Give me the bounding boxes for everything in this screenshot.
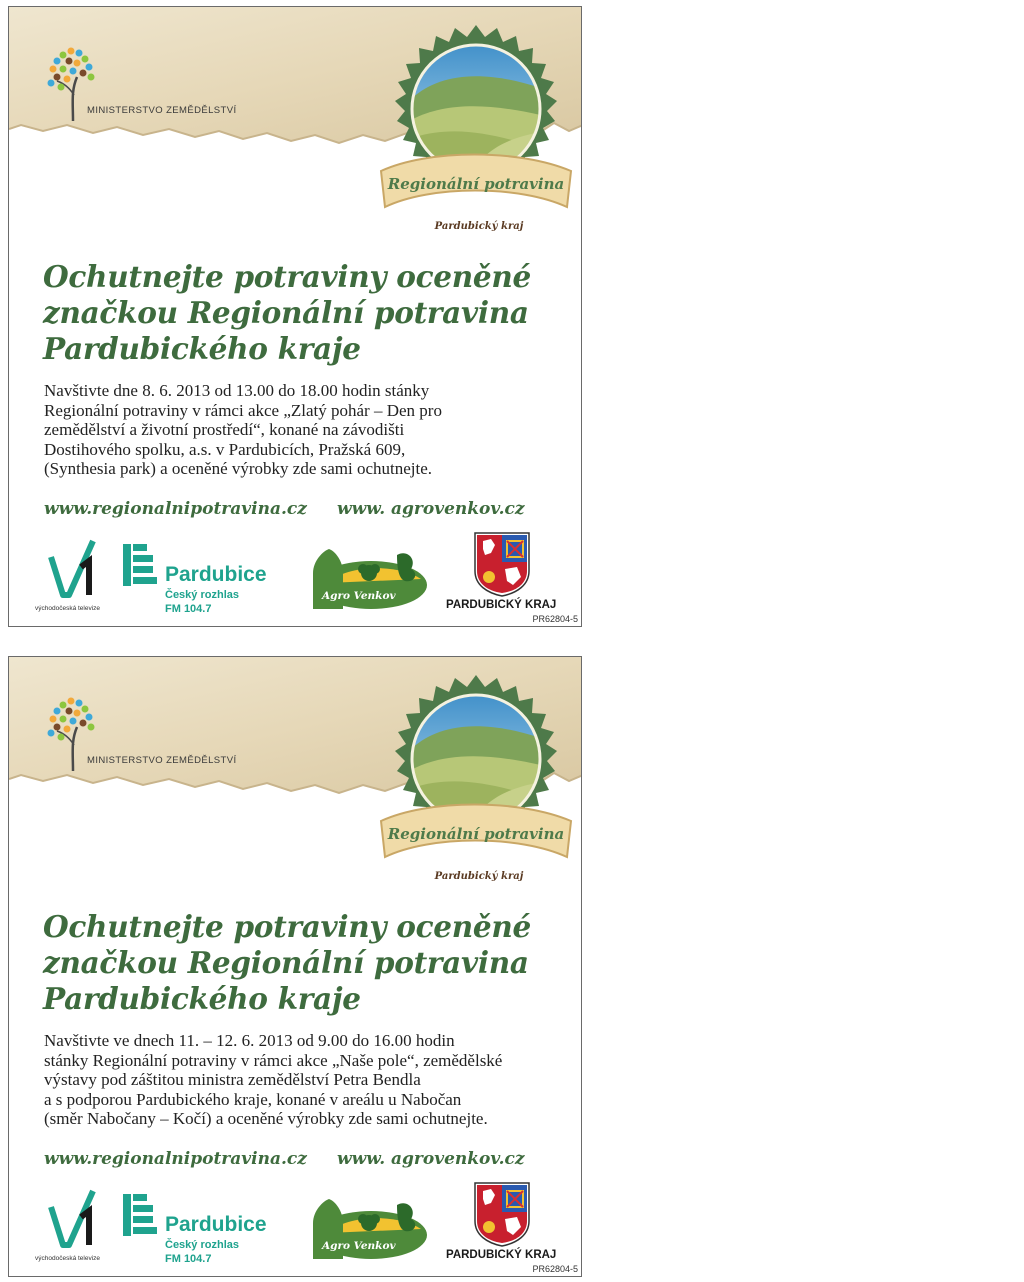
event-description <box>44 381 574 479</box>
radio-frequency: FM 104.7 <box>165 1253 212 1265</box>
radio-city: Pardubice <box>165 563 267 586</box>
body-line: Dostihového spolku, a.s. v Pardubicích, Pražská 609, <box>44 439 406 459</box>
regional-food-link[interactable]: www.regionalnipotravina.cz <box>44 1149 307 1169</box>
headline-line: značkou Regionální potravina <box>43 945 529 980</box>
advertisement-1 <box>8 6 582 627</box>
ministry-name: MINISTERSTVO ZEMĚDĚLSTVÍ <box>87 105 237 116</box>
agrovenkov-link[interactable]: www. agrovenkov.cz <box>337 1149 525 1169</box>
headline <box>43 259 573 367</box>
radio-name: Český rozhlas <box>165 1239 239 1251</box>
body-line: zemědělství a životní prostředí“, konané na závodišti <box>44 420 405 439</box>
body-line: Navštivte dne 8. 6. 2013 od 13.00 do 18.00 hodin stánky <box>44 381 430 400</box>
headline-line: značkou Regionální potravina <box>43 295 529 330</box>
v1-tv-logo-icon <box>45 1187 107 1249</box>
badge-title: Regionální potravina <box>387 825 565 843</box>
radio-name: Český rozhlas <box>165 589 239 601</box>
v1-caption: východočeská televize <box>35 1255 101 1262</box>
headline-line: Pardubického kraje <box>43 981 361 1016</box>
coat-of-arms-icon <box>473 1181 531 1247</box>
body-line: výstavy pod záštitou ministra zemědělství Petra Bendla <box>44 1070 421 1089</box>
agrovenkov-link[interactable]: www. agrovenkov.cz <box>337 499 525 519</box>
coat-of-arms-icon <box>473 531 531 597</box>
headline-line: Ochutnejte potraviny oceněné <box>43 909 531 944</box>
badge-title: Regionální potravina <box>387 175 565 193</box>
regional-food-link[interactable]: www.regionalnipotravina.cz <box>44 499 307 519</box>
advertisement-2 <box>8 656 582 1277</box>
body-line: (Synthesia park) a oceněné výrobky zde sami ochutnejte. <box>44 459 433 478</box>
cesky-rozhlas-logo-icon <box>123 1194 157 1236</box>
ad-code: PR62804-5 <box>532 614 578 624</box>
regional-food-badge <box>379 671 574 891</box>
body-line: Navštivte ve dnech 11. – 12. 6. 2013 od 9.00 do 16.00 hodin <box>44 1031 455 1050</box>
headline-line: Ochutnejte potraviny oceněné <box>43 259 531 294</box>
agro-venkov-label: Agro Venkov <box>322 590 396 602</box>
body-line: Regionální potraviny v rámci akce „Zlatý pohár – Den pro <box>44 400 442 420</box>
regional-food-badge <box>379 21 574 241</box>
v1-tv-logo-icon <box>45 537 107 599</box>
agro-venkov-label: Agro Venkov <box>322 1240 396 1252</box>
region-name: PARDUBICKÝ KRAJ <box>446 599 557 611</box>
badge-region: Pardubický kraj <box>434 871 524 882</box>
event-description <box>44 1031 574 1129</box>
body-line: stánky Regionální potraviny v rámci akce „Naše pole“, zemědělské <box>44 1050 503 1070</box>
headline-line: Pardubického kraje <box>43 331 361 366</box>
ministry-name: MINISTERSTVO ZEMĚDĚLSTVÍ <box>87 755 237 766</box>
badge-region: Pardubický kraj <box>434 221 524 232</box>
body-line: (směr Nabočany – Kočí) a oceněné výrobky zde sami ochutnejte. <box>44 1109 488 1128</box>
body-line: a s podporou Pardubického kraje, konané v areálu u Nabočan <box>44 1089 462 1109</box>
v1-caption: východočeská televize <box>35 605 101 612</box>
radio-frequency: FM 104.7 <box>165 603 212 615</box>
region-name: PARDUBICKÝ KRAJ <box>446 1249 557 1261</box>
ad-code: PR62804-5 <box>532 1264 578 1274</box>
cesky-rozhlas-logo-icon <box>123 544 157 586</box>
radio-city: Pardubice <box>165 1213 267 1236</box>
headline <box>43 909 573 1017</box>
